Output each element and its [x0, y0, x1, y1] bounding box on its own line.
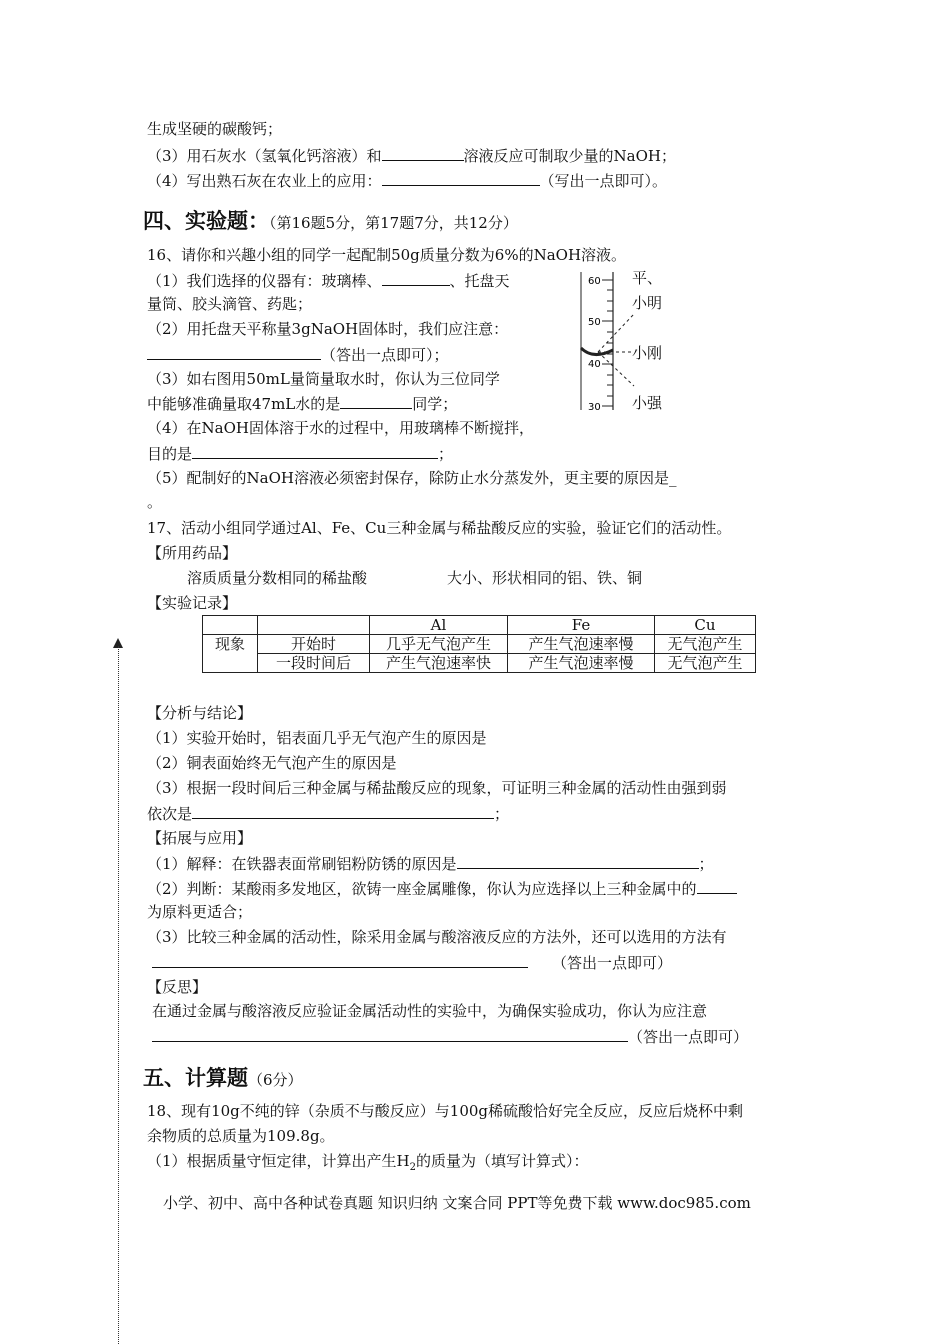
text-line: （5）配制好的NaOH溶液必须密封保存，除防止水分蒸发外，更主要的原因是_	[147, 469, 677, 487]
section-heading: 五、计算题（6分）	[143, 1066, 303, 1090]
liquid-meniscus	[581, 348, 613, 355]
table-cell	[258, 616, 370, 635]
page-footer: 小学、初中、高中各种试卷真题 知识归纳 文案合同 PPT等免费下载 www.doc985.com	[163, 1194, 751, 1212]
figure-label: 小明	[632, 294, 663, 312]
answer-blank[interactable]	[192, 803, 494, 819]
tick-label: 40	[588, 359, 601, 370]
answer-blank[interactable]	[147, 344, 321, 360]
text-line: 为原料更适合；	[147, 903, 253, 921]
text-line: （2）用托盘天平称量3gNaOH固体时，我们应注意：	[147, 320, 509, 338]
answer-blank[interactable]	[152, 1026, 628, 1042]
subsection-title: 【实验记录】	[147, 594, 238, 612]
text-line: （答出一点即可）	[152, 952, 672, 973]
section-heading: 四、实验题：（第16题5分，第17题7分，共12分）	[143, 209, 518, 233]
tick-label: 30	[588, 402, 601, 413]
answer-blank[interactable]	[340, 393, 412, 409]
figure-label: 平、	[632, 269, 663, 287]
subsection-title: 【反思】	[147, 978, 208, 996]
text-line: （1）实验开始时，铝表面几乎无气泡产生的原因是	[147, 729, 487, 747]
table-cell: 产生气泡速率慢	[508, 635, 655, 654]
table-header-cell: Cu	[655, 616, 756, 635]
table-cell: 无气泡产生	[655, 654, 756, 673]
text-line: （4）写出熟石灰在农业上的应用： （写出一点即可）。	[147, 172, 668, 190]
text-line: 生成坚硬的碳酸钙；	[147, 120, 283, 138]
text-line: （3）用石灰水（氢氧化钙溶液）和 溶液反应可制取少量的NaOH；	[147, 147, 676, 165]
text-line: （3）根据一段时间后三种金属与稀盐酸反应的现象，可证明三种金属的活动性由强到弱	[147, 779, 727, 797]
table-cell: 一段时间后	[258, 654, 370, 673]
text-line: （1）解释：在铁器表面常刷铝粉防锈的原因是 ；	[147, 855, 714, 873]
subsection-title: 【分析与结论】	[147, 704, 253, 722]
text-line: （3）如右图用50mL量筒量取水时，你认为三位同学	[147, 370, 500, 388]
text-line: （3）比较三种金属的活动性，除采用金属与酸溶液反应的方法外，还可以选用的方法有	[147, 928, 727, 946]
tick-label: 50	[588, 317, 601, 328]
row-label: 现象	[203, 635, 258, 673]
table-cell: 无气泡产生	[655, 635, 756, 654]
text-line: 大小、形状相同的铝、铁、铜	[447, 569, 643, 587]
question-stem: 17、活动小组同学通过Al、Fe、Cu三种金属与稀盐酸反应的实验，验证它们的活动性。	[147, 519, 732, 537]
text-line: 余物质的总质量为109.8g。	[147, 1127, 335, 1145]
table-header-cell: Al	[370, 616, 508, 635]
table-cell: 几乎无气泡产生	[370, 635, 508, 654]
answer-blank[interactable]	[697, 878, 737, 894]
text-line: 。	[147, 493, 163, 511]
subsection-title: 【所用药品】	[147, 544, 238, 562]
text-line: 依次是 ；	[147, 805, 510, 823]
table-row	[203, 654, 756, 673]
question-stem: 16、请你和兴趣小组的同学一起配制50g质量分数为6%的NaOH溶液。	[147, 246, 627, 264]
text-line: （4）在NaOH固体溶于水的过程中，用玻璃棒不断搅拌，	[147, 419, 534, 437]
text-line: （1）我们选择的仪器有：玻璃棒、 、托盘天	[147, 272, 510, 290]
answer-blank[interactable]	[382, 170, 540, 186]
text-line: （1）根据质量守恒定律，计算出产生$H_2$的质量为（填写计算式）：	[147, 1152, 589, 1173]
answer-blank[interactable]	[457, 853, 699, 869]
table-cell: 开始时	[258, 635, 370, 654]
answer-blank[interactable]	[382, 145, 464, 161]
table-cell: 产生气泡速率快	[370, 654, 508, 673]
figure-label: 小强	[632, 394, 663, 412]
text-line: 在通过金属与酸溶液反应验证金属活动性的实验中，为确保实验成功，你认为应注意	[152, 1002, 708, 1020]
sight-line-xiaoming	[598, 314, 634, 352]
margin-dotted-line	[118, 646, 119, 1344]
text-line: （2）铜表面始终无气泡产生的原因是	[147, 754, 397, 772]
text-line: 目的是 ；	[147, 445, 454, 463]
text-line: 中能够准确量取47mL水的是 同学；	[147, 395, 458, 413]
table-cell	[203, 616, 258, 635]
table-cell: 产生气泡速率慢	[508, 654, 655, 673]
text-line: （答出一点即可）；	[147, 344, 449, 365]
answer-blank[interactable]	[152, 952, 528, 968]
subsection-title: 【拓展与应用】	[147, 829, 253, 847]
figure-label: 小刚	[632, 344, 663, 362]
text-line: （答出一点即可）	[152, 1026, 748, 1047]
answer-blank[interactable]	[382, 270, 450, 286]
table-header-row	[203, 616, 756, 635]
table-header-cell: Fe	[508, 616, 655, 635]
experiment-record-table	[202, 615, 756, 673]
answer-blank[interactable]	[192, 443, 438, 459]
text-line: 量筒、胶头滴管、药匙；	[147, 295, 313, 313]
text-line: 溶质质量分数相同的稀盐酸	[187, 569, 368, 587]
table-row	[203, 635, 756, 654]
text-line: （2）判断：某酸雨多发地区，欲铸一座金属雕像，你认为应选择以上三种金属中的	[147, 878, 737, 899]
question-stem: 18、现有10g不纯的锌（杂质不与酸反应）与100g稀硫酸恰好完全反应，反应后烧杯中剩	[147, 1102, 744, 1120]
sight-line-xiaoqiang	[598, 352, 634, 386]
tick-label: 60	[588, 276, 601, 287]
